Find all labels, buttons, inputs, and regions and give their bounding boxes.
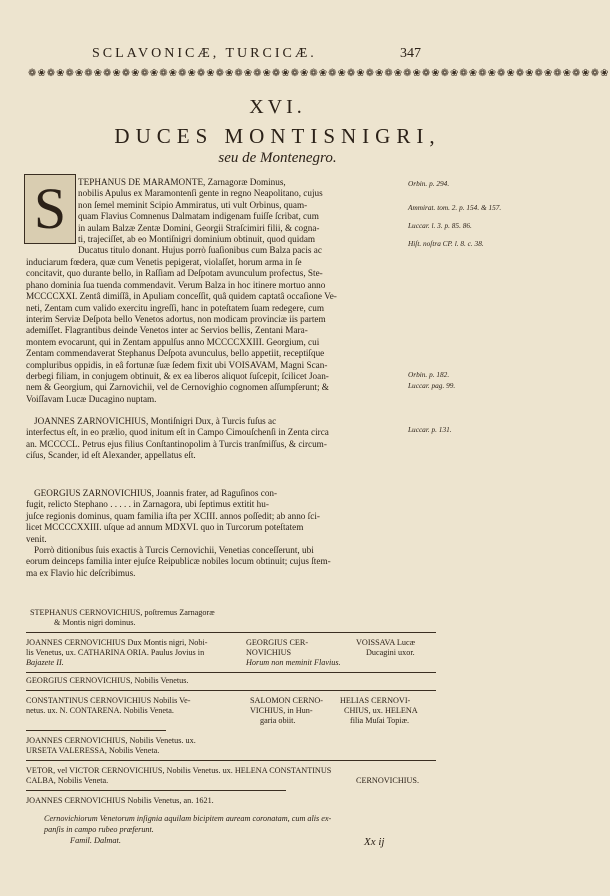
genealogy-entry: GEORGIUS CERNOVICHIUS, Nobilis Venetus. xyxy=(26,676,189,685)
text-line: quam Flavius Comnenus Dalmatam indigenam fuiſſe ſcribat, cum xyxy=(78,211,319,222)
genealogy-entry: URSETA VALERESSA, Nobilis Veneta. xyxy=(26,746,160,755)
genealogy-entry: filia Muſai Topiæ. xyxy=(350,716,410,725)
genealogy-entry: VOISSAVA Lucæ xyxy=(356,638,416,647)
text-line: venit. xyxy=(26,533,47,544)
text-line: non ſemel meminit Scipio Ammiratus, uti vult Orbinus, quam- xyxy=(78,199,308,210)
text-line: ma ex Flavio hic deſcribimus. xyxy=(26,567,136,578)
genealogy-entry: NOVICHIUS xyxy=(246,648,292,657)
genealogy-entry: CHIUS, ux. HELENA xyxy=(344,706,418,715)
margin-note: Ammirat. tom. 2. p. 154. & 157. xyxy=(408,203,502,212)
genealogy-bracket xyxy=(26,690,436,691)
genealogy-entry: SALOMON CERNO- xyxy=(250,696,324,705)
margin-note: Luccar. pag. 99. xyxy=(408,381,456,390)
text-line: compluribus oppidis, in eâ fortunæ ſuæ ſedem fixit ubi VOISAVAM, Magni Scan- xyxy=(26,359,328,370)
text-line: fugit, relicto Stephano . . . . . in Zarnagora, ubi ſeptimus extitit hu- xyxy=(26,499,269,510)
text-line: TEPHANUS DE MARAMONTE, Zarnagoræ Dominus, xyxy=(78,177,286,187)
text-line: eorum deinceps familia inter ejuſce Reipublicæ nobiles locum obtinuit; cujus ſtem- xyxy=(26,556,331,567)
text-line: Ducatus titulo donant. Hujus porrò ſuaſionibus cum Balza pacis ac xyxy=(78,245,322,256)
genealogy-entry: VETOR, vel VICTOR CERNOVICHIUS, Nobilis Venetus. ux. HELENA CONSTANTINUS xyxy=(26,766,332,775)
genealogy-bracket xyxy=(26,760,436,761)
page-number: 347 xyxy=(400,46,421,61)
genealogy-entry: netus. ux. N. CONTARENA. Nobilis Veneta. xyxy=(26,706,174,715)
text-line: GEORGIUS ZARNOVICHIUS, Joannis frater, ad Raguſinos con- xyxy=(34,488,278,498)
paragraph-1-top xyxy=(78,177,400,257)
genealogy-bracket xyxy=(26,632,436,633)
text-line: ti, trajeciſſet, ab eo Montiſnigri dominium obtinuit, quod quidam xyxy=(78,234,316,245)
text-line: licet MCCCCXXIII. uſque ad annum MDXVI. quo in Turcorum poteſtatem xyxy=(26,522,304,533)
genealogy-entry: Ducagini uxor. xyxy=(366,648,415,657)
genealogy-entry: HELIAS CERNOVI- xyxy=(340,696,411,705)
text-line: montem evocarunt, qui in Zentam appulſus anno MCCCCXXIII. Georgium, cui xyxy=(26,336,320,347)
paragraph-2 xyxy=(26,416,400,462)
text-line: phano dominia ſua tuenda commendavit. Verum Balza in hoc itinere mortuo anno xyxy=(26,279,326,290)
genealogy-entry: GEORGIUS CER- xyxy=(246,638,309,647)
initial-letter: S xyxy=(33,176,67,241)
text-line: neti, Zentam cum valido exercitu ingreſſi, hanc in poteſtatem ſuam redegere, cum xyxy=(26,302,324,313)
genealogy-entry: CERNOVICHIUS. xyxy=(356,776,420,785)
chapter-title: DUCES MONTISNIGRI, xyxy=(114,124,441,148)
footnote-source: Famil. Dalmat. xyxy=(70,836,121,845)
genealogy-entry: JOANNES CERNOVICHIUS Nobilis Venetus, an. 1621. xyxy=(26,796,214,805)
paragraph-3 xyxy=(26,488,400,579)
margin-note: Hiſt. noſtra CP. l. 8. c. 38. xyxy=(408,239,484,248)
text-line: ciſus, Scander, id eſt Alexander, appellatus eſt. xyxy=(26,450,196,461)
genealogy-entry: JOANNES CERNOVICHIUS, Nobilis Venetus. ux. xyxy=(26,736,196,745)
text-line: derbegi filiam, in conjugem obtinuit, & ex ea liberos aliquot ſuſcepit, ſcilicet Joan- xyxy=(26,371,329,382)
text-line: ademiſſet. Flagrantibus deinde Venetos inter ac Servios bellis, Zentani Mara- xyxy=(26,325,308,336)
running-title: SCLAVONICÆ, TURCICÆ. xyxy=(92,46,317,61)
paragraph-1-rest xyxy=(26,257,400,405)
text-line: an. MCCCCL. Petrus ejus filius Conſtantinopolim à Turcis tranſmiſſus, & circum- xyxy=(26,438,327,449)
text-line: induciarum fœdera, quæ cum Venetis pepigerat, violaſſet, horum arma in ſe xyxy=(26,257,302,267)
text-line: juſce regionis dominus, quam familia iſta per XCIII. annos poſſedit; ab anno ſci- xyxy=(26,510,320,521)
text-line: JOANNES ZARNOVICHIUS, Montiſnigri Dux, à Turcis fuſus ac xyxy=(34,416,277,426)
running-header xyxy=(0,46,555,66)
text-line: interim Serviæ Deſpota bello Venetos adortus, non modicam provinciæ iis partem xyxy=(26,314,326,325)
text-line: concitavit, quo durante bello, in Raſſiam ad Deſpotam avunculum profectus, Ste- xyxy=(26,268,323,279)
genealogy-bracket xyxy=(26,730,166,731)
text-line: Zentam commendaverat Stephanus Deſpota avunculus, bello appetiit, receptiſque xyxy=(26,348,325,359)
margin-note: Orbin. p. 294. xyxy=(408,179,450,188)
margin-note: Luccar. p. 131. xyxy=(408,425,452,434)
genealogy-bracket xyxy=(26,672,436,673)
text-line: nem & Georgium, qui Zarnovichii, vel de Cernovighio cognomen aſſumpſerunt; & xyxy=(26,382,329,393)
text-line: nobilis Apulus ex Maramontenſi gente in regno Neapolitano, cujus xyxy=(78,188,323,199)
footnote-line: panſis in campo rubeo præferunt. xyxy=(44,825,154,834)
genealogy-entry: Bajazete II. xyxy=(26,658,64,667)
ornamental-band: ❁❀❁❀❁❀❁❀❁❀❁❀❁❀❁❀❁❀❁❀❁❀❁❀❁❀❁❀❁❀❁❀❁❀❁❀❁❀❁❀❁❀❁❀❁❀❁❀❁❀❁❀❁❀❁❀❁❀❁❀❁❀ xyxy=(28,68,610,79)
decorated-initial xyxy=(24,174,76,244)
text-line: interfectus eſt, in eo prælio, quod initum eſt in Campo Cimouſchenſi in Zenta circa xyxy=(26,427,329,438)
chapter-subtitle: seu de Montenegro. xyxy=(218,150,337,166)
genealogy-bracket xyxy=(26,790,286,791)
genealogy-head: STEPHANUS CERNOVICHIUS, poſtremus Zarnagoræ xyxy=(30,608,215,617)
genealogy-entry: Horum non meminit Flavius. xyxy=(246,658,341,667)
genealogy-entry: CONSTANTINUS CERNOVICHIUS Nobilis Ve- xyxy=(26,696,191,705)
genealogy-entry: CALBA, Nobilis Veneta. xyxy=(26,776,109,785)
text-line: in aulam Balzæ Zentæ Domini, Georgii Straſcimiri filii, & cogna- xyxy=(78,222,320,233)
genealogy-entry: JOANNES CERNOVICHIUS Dux Montis nigri, Nobi- xyxy=(26,638,208,647)
genealogy-entry: garia obiit. xyxy=(260,716,296,725)
signature-mark: Xx ij xyxy=(364,836,385,848)
text-line: Porrò ditionibus ſuis exactis à Turcis Cernovichii, Venetias conceſſerunt, ubi xyxy=(34,545,314,556)
margin-note: Luccar. l. 3. p. 85. 86. xyxy=(408,221,472,230)
text-line: MCCCCXXI. Zentâ dimiſſâ, in Apuliam conceſſit, quâ quidem captatâ occaſione Ve- xyxy=(26,291,337,302)
margin-note: Orbin. p. 182. xyxy=(408,370,450,379)
text-line: Voiſſavam Lucæ Ducagino nuptam. xyxy=(26,393,157,404)
chapter-number: XVI. xyxy=(249,96,306,118)
genealogy-entry: VICHIUS, in Hun- xyxy=(250,706,313,715)
footnote-line: Cernovichiorum Venetorum inſignia aquilam bicipitem auream coronatam, cum alis ex- xyxy=(44,814,332,823)
genealogy-entry: lis Venetus, ux. CATHARINA ORIA. Paulus Jovius in xyxy=(26,648,205,657)
genealogy-head: & Montis nigri dominus. xyxy=(54,618,136,627)
